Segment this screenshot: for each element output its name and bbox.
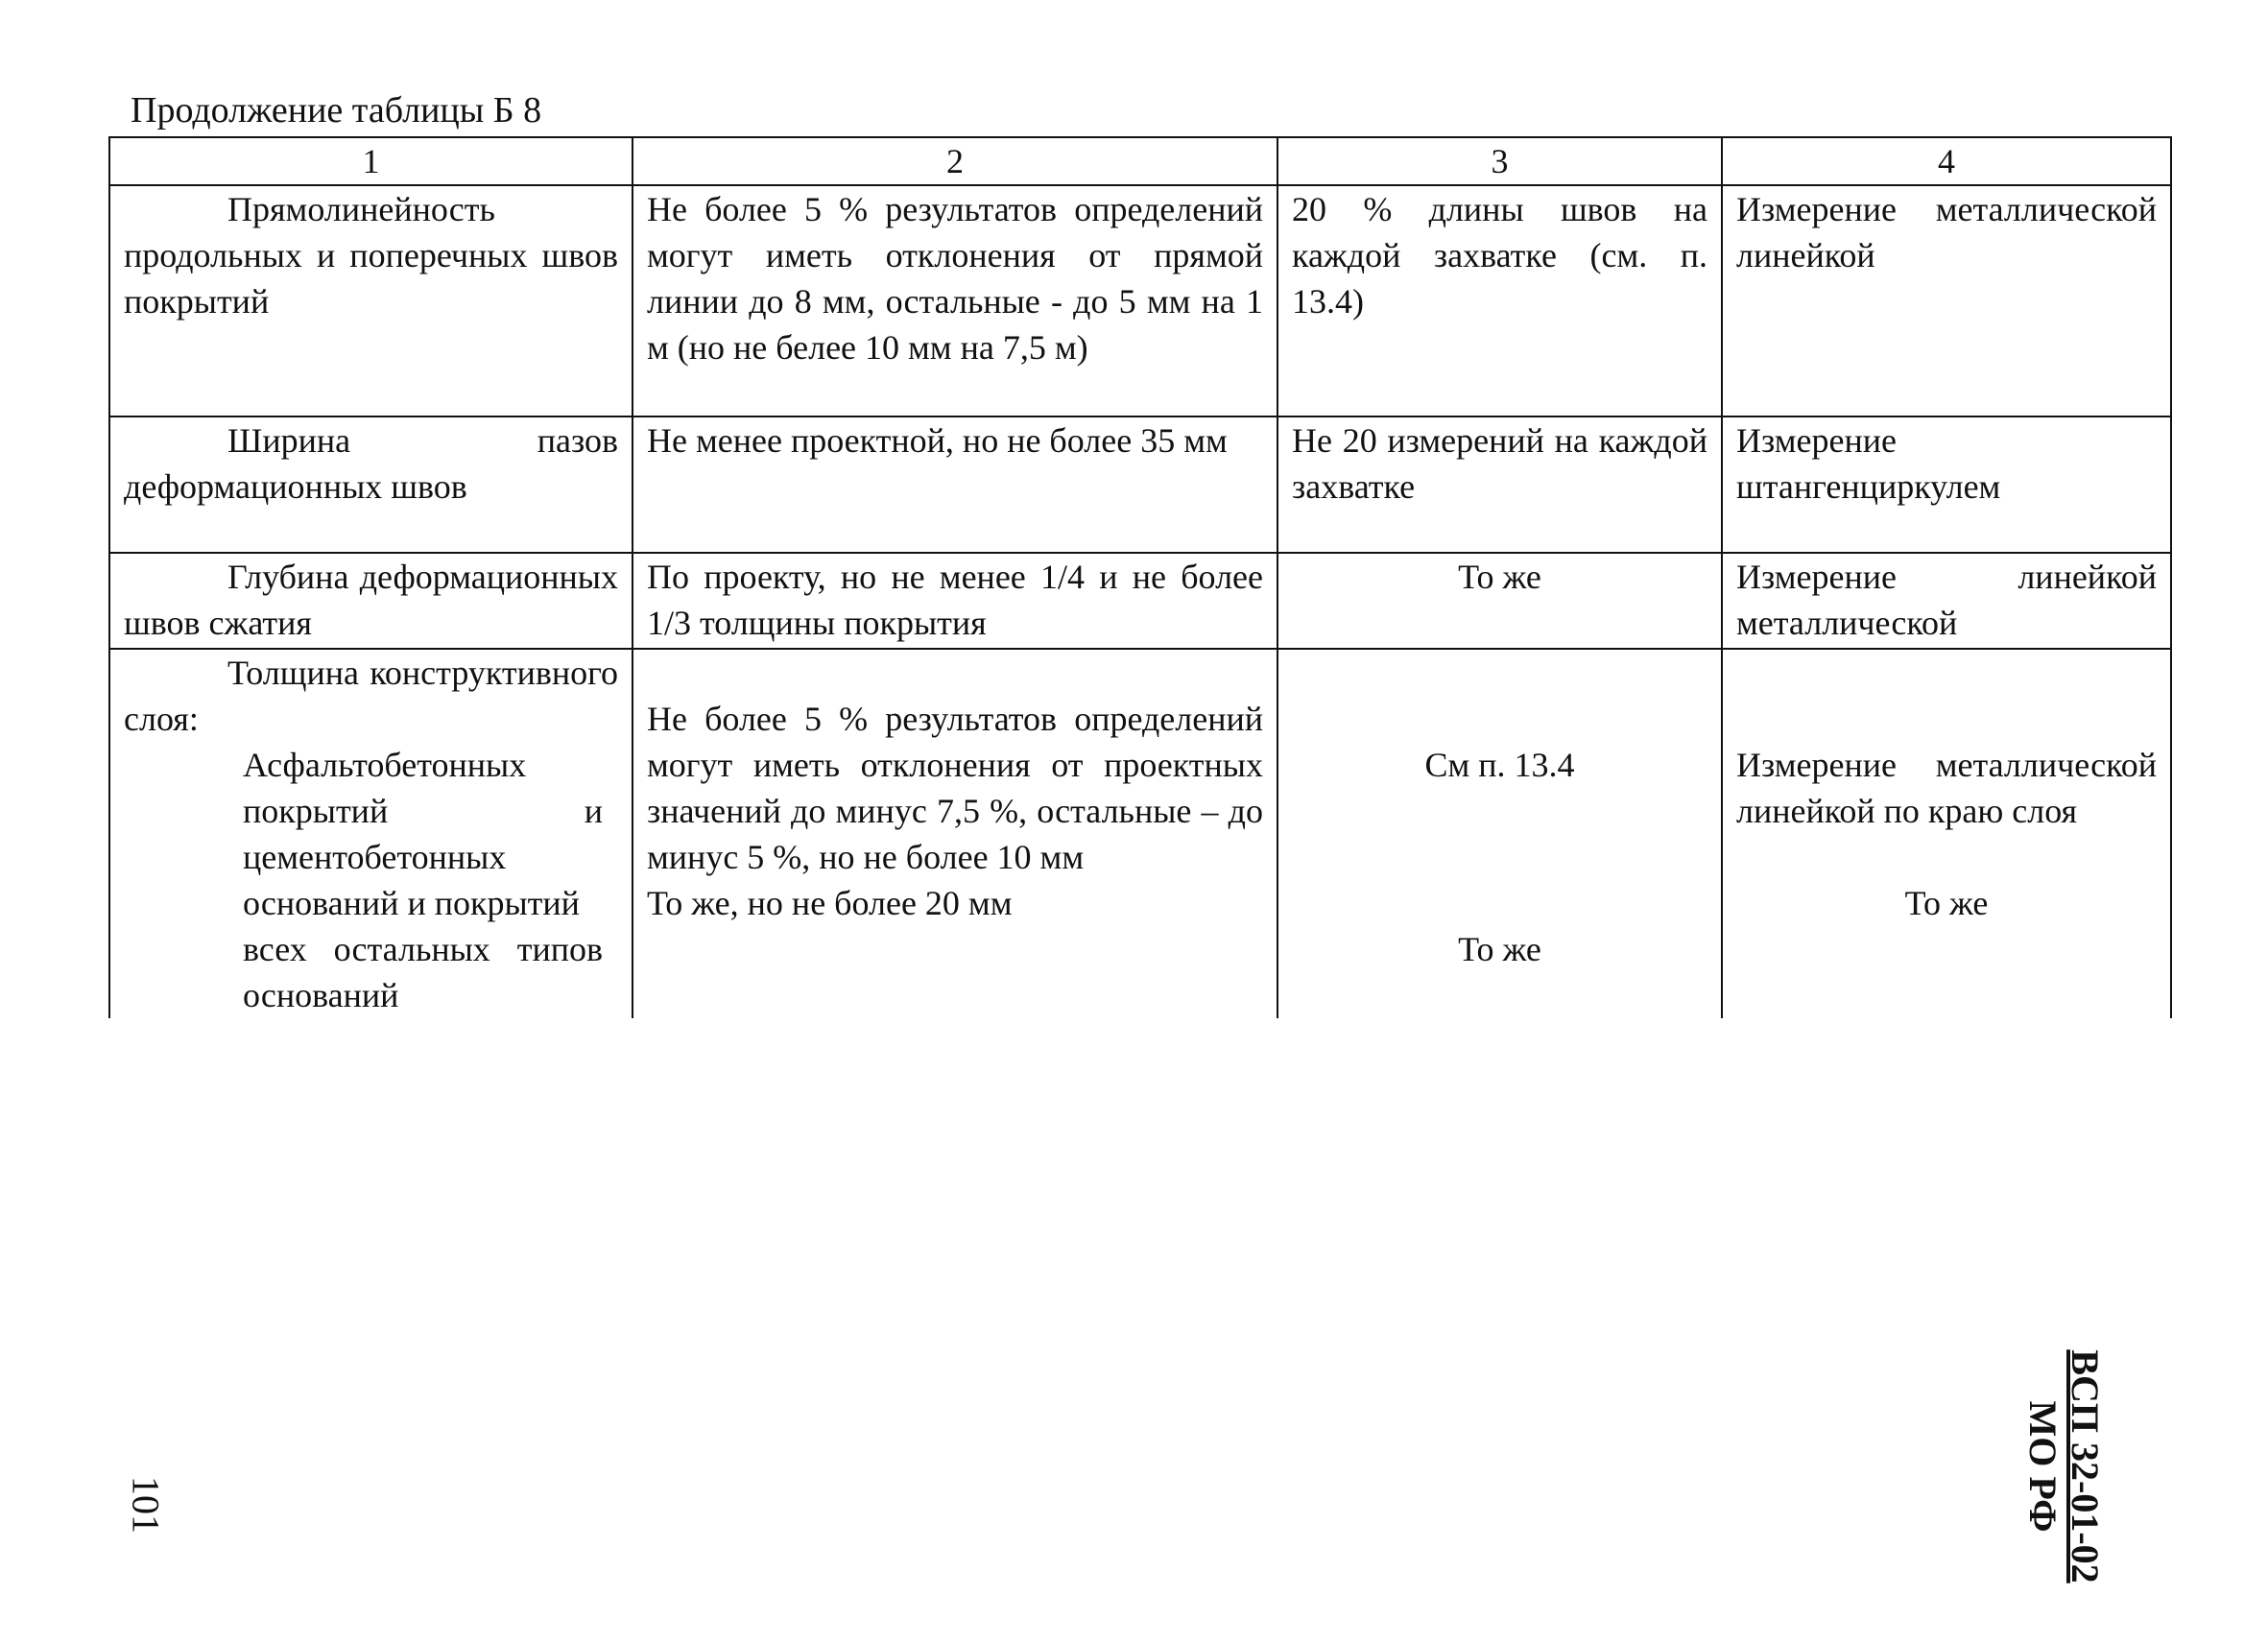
parameter-cell: Глубина деформационных швов сжатия — [109, 553, 633, 649]
scope-cell: 20 % длины швов на каждой захватке (см. п. 13.4) — [1277, 185, 1722, 417]
table-caption: Продолжение таблицы Б 8 — [131, 90, 542, 131]
parameter-cell — [109, 649, 633, 1018]
tolerance-cell: По проекту, но не менее 1/4 и не более 1/3 толщины покрытия — [633, 553, 1277, 649]
column-header-row — [109, 137, 2171, 185]
column-header-3: 3 — [1277, 137, 1722, 185]
sub-method: То же — [1904, 884, 1989, 922]
tolerance-cell: Не менее проектной, но не более 35 мм — [633, 417, 1277, 553]
table-row — [109, 417, 2171, 553]
method-cell: Измерение линейкой металлической — [1722, 553, 2171, 649]
sub-scope: См п. 13.4 — [1424, 746, 1575, 784]
scope-cell — [1277, 649, 1722, 1018]
document-code — [2021, 1349, 2106, 1583]
table-row — [109, 185, 2171, 417]
scope-cell: То же — [1277, 553, 1722, 649]
sub-tolerance: Не более 5 % результатов определений могут иметь отклонения от проектных значений до минус 7,5 %, остальные – до минус 5 %, но не более 10 мм — [647, 700, 1263, 876]
parameter-cell: Ширина пазов деформационных швов — [109, 417, 633, 553]
method-cell — [1722, 649, 2171, 1018]
sub-parameter: всех остальных типов оснований — [243, 930, 603, 1014]
standard-code: ВСП 32-01-02 — [2064, 1349, 2107, 1583]
sub-scope: То же — [1458, 930, 1541, 968]
table-row — [109, 553, 2171, 649]
table-row — [109, 649, 2171, 1018]
column-header-2: 2 — [633, 137, 1277, 185]
tolerance-cell — [633, 649, 1277, 1018]
column-header-4: 4 — [1722, 137, 2171, 185]
scope-cell: Не 20 измерений на каждой захватке — [1277, 417, 1722, 553]
page-number: 101 — [124, 1476, 168, 1534]
method-cell: Измерение штангенциркулем — [1722, 417, 2171, 553]
organization: МО РФ — [2021, 1400, 2065, 1533]
sub-parameter: Асфальтобетонных покрытий и цементобетонных оснований и покрытий — [243, 746, 603, 922]
parameter-cell: Прямолинейность продольных и поперечных швов покрытий — [109, 185, 633, 417]
tolerance-cell: Не более 5 % результатов определений могут иметь отклонения от прямой линии до 8 мм, остальные - до 5 мм на 1 м (но не белее 10 мм на 7,5 м) — [633, 185, 1277, 417]
inspection-table — [108, 136, 2172, 1018]
sub-tolerance: То же, но не более 20 мм — [647, 884, 1013, 922]
column-header-1: 1 — [109, 137, 633, 185]
group-heading: Толщина конструктивного слоя: — [124, 654, 618, 738]
method-cell: Измерение металлической линейкой — [1722, 185, 2171, 417]
sub-method: Измерение металлической линейкой по краю слоя — [1736, 746, 2157, 830]
